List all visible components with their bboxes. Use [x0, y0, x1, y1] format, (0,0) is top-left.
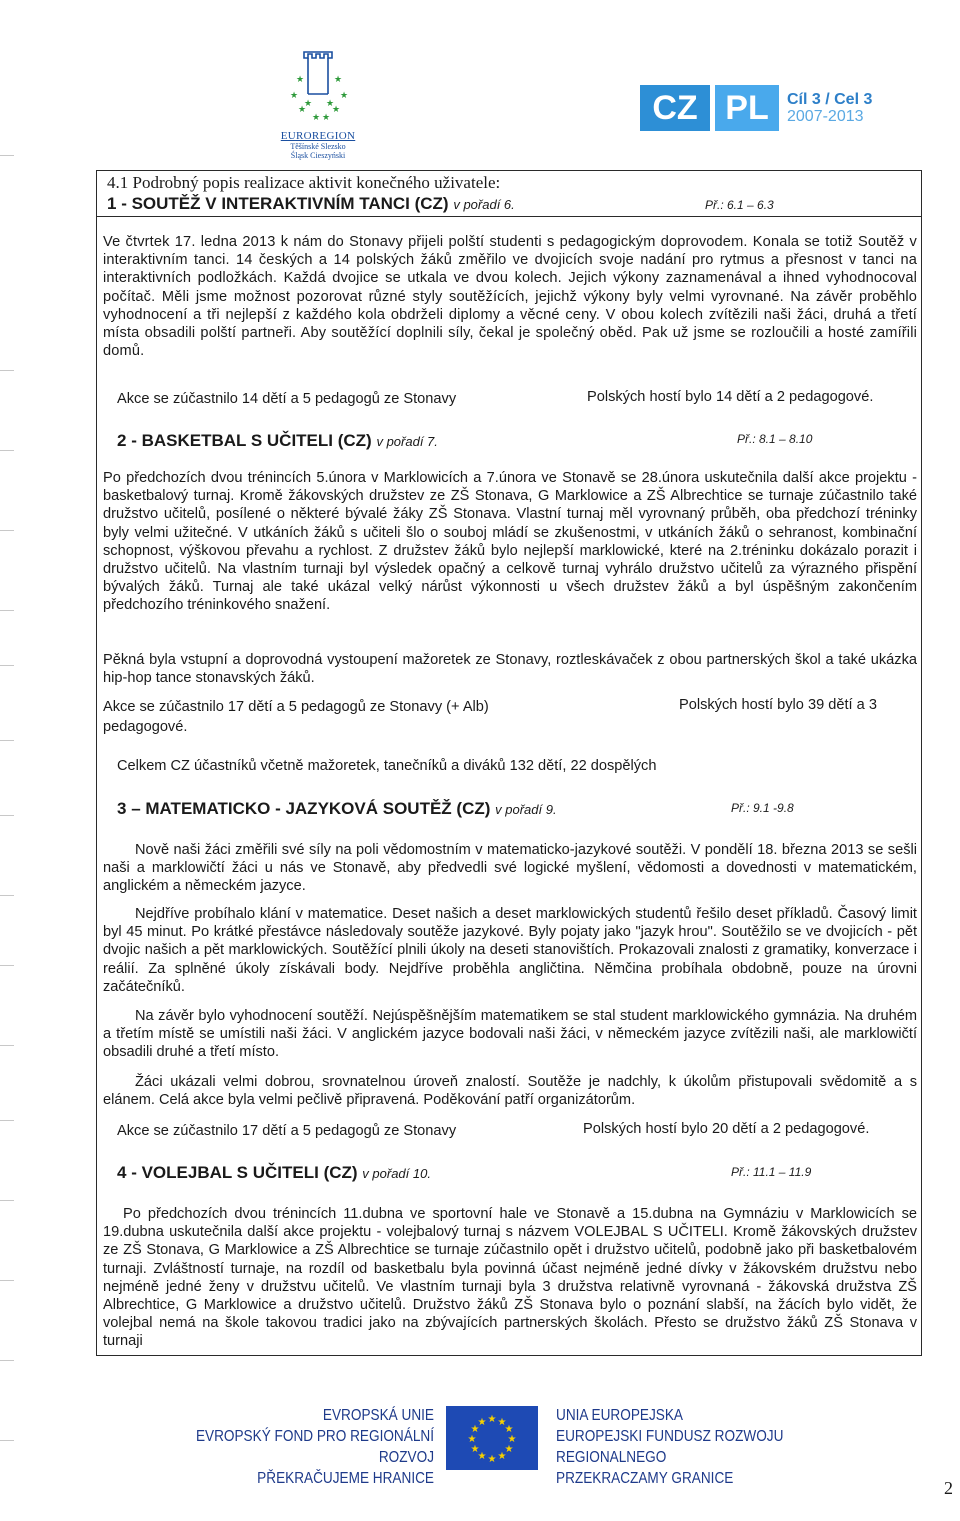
euroregion-sub-cz: Těšínské Slezsko — [290, 142, 346, 151]
section-3-paragraph: Nově naši žáci změřili své síly na poli vědomostním v matematicko-jazykové soutěži. V pondělí 18. března 2013 se sešli naši a marklowičtí žáci u nás ve Stonavě, aby předvedli své logické myšlení, vědomosti a dovednosti v matematickém, anglickém a německém jazyce. — [103, 842, 917, 895]
svg-text:★: ★ — [470, 1424, 480, 1435]
svg-text:★: ★ — [487, 1414, 497, 1425]
section-2-total: Celkem CZ účastníků včetně mažoretek, tanečníků a diváků 132 dětí, 22 dospělých — [117, 758, 657, 774]
svg-text:★: ★ — [507, 1434, 517, 1445]
section-3-paragraph: Na závěr bylo vyhodnocení soutěží. Nejúspěšnějším matematikem se stal student marklowického gymnázia. Na druhém a třetím místě se umístili naši žáci. V anglickém jazyce bodovali naši žáci, v německém jazyce zvítězili naši, ale marklowičtí obsadili druhé a třetí místo. — [103, 1008, 917, 1061]
margin-mark — [0, 740, 14, 741]
eu-stars-icon — [446, 1406, 538, 1470]
margin-mark — [0, 895, 14, 896]
section-2-title-text: - BASKETBAL S UČITELI (CZ) — [131, 431, 372, 450]
section-3-order: v pořadí 9. — [495, 802, 557, 817]
margin-mark — [0, 665, 14, 666]
svg-text:★: ★ — [497, 1417, 507, 1428]
section-3-participants-cz: Akce se zúčastnilo 17 dětí a 5 pedagogů ze Stonavy — [117, 1123, 457, 1139]
section-1-participants-cz: Akce se zúčastnilo 14 dětí a 5 pedagogů ze Stonavy — [117, 391, 457, 407]
section-1-title — [107, 194, 515, 214]
section-3-photo-ref: Př.: 9.1 -9.8 — [731, 801, 794, 815]
section-2-photo-ref: Př.: 8.1 – 8.10 — [737, 432, 813, 446]
section-2-participants-cz: Akce se zúčastnilo 17 dětí a 5 pedagogů ze Stonavy (+ Alb) — [103, 699, 489, 715]
svg-text:★: ★ — [304, 99, 313, 109]
footer-pl-line1: UNIA EUROPEJSKA — [556, 1407, 683, 1424]
czpl-goal: Cíl 3 / Cel 3 — [787, 91, 873, 108]
svg-text:★: ★ — [477, 1451, 487, 1462]
svg-text:★: ★ — [497, 1451, 507, 1462]
czpl-program-logo — [640, 83, 872, 133]
frame-heading-row — [97, 171, 921, 217]
margin-mark — [0, 1280, 14, 1281]
margin-mark — [0, 1360, 14, 1361]
footer-pl-text — [556, 1405, 862, 1489]
margin-mark — [0, 155, 14, 156]
svg-text:★: ★ — [298, 105, 307, 115]
footer-cz-line1: EVROPSKÁ UNIE — [322, 1407, 434, 1424]
svg-text:★: ★ — [504, 1424, 514, 1435]
section-4-photo-ref: Př.: 11.1 – 11.9 — [731, 1165, 812, 1179]
section-4-title — [117, 1163, 431, 1183]
section-1-title-text: - SOUTĚŽ V INTERAKTIVNÍM TANCI (CZ) — [121, 194, 449, 213]
margin-mark — [0, 1440, 14, 1441]
section-3-paragraph: Nejdříve probíhalo klání v matematice. Deset našich a deset marklowických studentů řešilo deset příkladů. Časový limit byl 45 minut. Po krátké přestávce následovaly soutěže jazykové. Byly pojaty jako "jazyk hrou". Soutěžilo se ve dvojicích - pět dvojic našich a pět marklowických. Soutěžící plnili úkoly na deseti stanovištích. Prokazovali znalosti z gramatiky, konverzace i reálií. Za splněné úkoly získávali body. Nejdříve proběhla angličtina. Němčina probíhala obdobně, pouze na úrovni začátečníků. — [103, 906, 917, 995]
section-4-paragraph: Po předchozích dvou trénincích 11.dubna ve sportovní hale ve Stonavě a 15.dubna na Gymnáziu v Marklowicích se 19.dubna uskutečnila další akce projektu - volejbalový turnaj s názvem VOLEJBAL S UČITELI. Kromě žákovských družstev ze ZŠ Stonava, G Marklowice a ZŠ Albrechtice se turnaje zúčastnilo opět i družstvo učitelů, podobně jako při basketbalovém turnaji. Zvláštností turnaje, na rozdíl od basketbalu byla povinná účast nejméně jedné dívky v žákovském družstvu nebo nejméně jedné ženy v družstvu učitelů. Ve vlastním turnaji byla 3 družstva relativně vyrovnaná - žákovská družstva ZŠ Albrechtice, G Marklowice a družstvo učitelů. Družstvo žáků ZŠ Stonava bylo o poznání slabší, na žácích bylo vidět, že volejbal nemá na škole takovou tradici jako na zbývajících partnerských školách. Přesto se družstvo žáků ZŠ Stonava v turnaji — [103, 1206, 917, 1350]
section-2-paragraph: Po předchozích dvou trénincích 5.února v Marklowicích a 7.února ve Stonavě se 28.února uskutečnila další akce projektu - basketbalový turnaj. Kromě žákovských družstev ze ZŠ Stonava, G Marklowice a ZŠ Albrechtice se turnaje zúčastnilo také družstvo učitelů, posílené o některé bývalé žáky ZŠ Stonava. Vlastní turnaj měl vyrovnaný průběh, oba předchozí tréninky byly velmi užitečné. V utkáních žáků s učiteli šlo o souboj mládí se zkušenostmi, v utkáních žáků o sehranost, kombinační schopnost, výškovou převahu a rychlost. Z družstev žáků bylo nejlepší marklowické, které na 2.tréninku dokázalo porazit i družstvo učitelů. Na vlastním turnaji byl výsledek opačný a celkově turnaj vyhrálo družstvo učitelů za výrazného přispění bývalých žáků. Turnaj ale také ukázal velký nárůst výkonnosti u všech družstev žáků a byl úspěšným zakončením předchozího tréninkového snažení. — [103, 470, 917, 614]
section-3-participants-pl: Polských hostí bylo 20 dětí a 2 pedagogové. — [583, 1121, 870, 1137]
margin-mark — [0, 1200, 14, 1201]
svg-text:★: ★ — [504, 1444, 514, 1455]
czpl-goal-text — [787, 91, 872, 125]
svg-text:★: ★ — [296, 75, 305, 85]
svg-text:★: ★ — [487, 1454, 497, 1465]
svg-text:★: ★ — [326, 99, 335, 109]
czpl-cz-box: CZ — [640, 85, 710, 131]
margin-mark — [0, 370, 14, 371]
euroregion-sub-pl: Śląsk Cieszyński — [290, 151, 346, 160]
svg-text:★: ★ — [470, 1444, 480, 1455]
section-3-title — [117, 799, 557, 819]
section-1-number: 1 — [107, 194, 117, 213]
svg-text:★: ★ — [322, 113, 331, 123]
margin-mark — [0, 1045, 14, 1046]
page-number: 2 — [944, 1478, 953, 1498]
czpl-years: 2007-2013 — [787, 108, 864, 125]
section-3-paragraph: Žáci ukázali velmi dobrou, srovnatelnou úroveň znalostí. Soutěže je nadchly, k úkolům přistupovali svědomitě a s elánem. Celá akce byla velmi pečlivě připravená. Poděkování patří organizátorům. — [103, 1074, 917, 1109]
margin-mark — [0, 1120, 14, 1121]
section-1-order: v pořadí 6. — [453, 197, 515, 212]
section-1-paragraph: Ve čtvrtek 17. ledna 2013 k nám do Stonavy přijeli polští studenti s pedagogickým doprovodem. Konala se totiž Soutěž v interaktivním tanci. 14 českých a 14 polských žáků změřilo ve dvojicích svoje nadání pro rytmus a přesnost v tanci na interaktivních podložkách. Každá dvojice se utkala ve dvou kolech. Jejich výkony zaznamenával a ihned vyhodnocoval počítač. Měli jsme možnost pozorovat různé styly soutěžících, jejichž výkony byly velmi vyrovnané. Na závěr proběhlo vyhodnocení a tři nejlepší z každého kola obdrželi diplomy a věcné ceny. V obou kolech zvítězili naši žáci, druhá a třetí místa obsadili polští partneři. Aby soutěžící doplnili síly, čekal je společný oběd. Pak už jsme se rozloučili a hosté zamířili domů. — [103, 234, 917, 360]
svg-text:★: ★ — [467, 1434, 477, 1445]
section-2-participants-pl-b: pedagogové. — [103, 719, 188, 735]
section-2-title — [117, 431, 438, 451]
svg-text:★: ★ — [340, 91, 349, 101]
footer-cz-text — [174, 1405, 434, 1489]
section-4-title-text: - VOLEJBAL S UČITELI (CZ) — [131, 1163, 358, 1182]
margin-mark — [0, 530, 14, 531]
section-4-number: 4 — [117, 1163, 127, 1182]
section-2-paragraph: Pěkná byla vstupní a doprovodná vystoupení mažoretek ze Stonavy, roztleskávaček z obou partnerských škol a také ukázka hip-hop tance stonavských žáků. — [103, 652, 917, 687]
section-2-participants-pl-a: Polských hostí bylo 39 dětí a 3 — [679, 697, 877, 713]
section-2-number: 2 — [117, 431, 127, 450]
czpl-pl-box: PL — [715, 85, 779, 131]
euroregion-tower-icon — [282, 48, 354, 128]
section-1-participants-pl: Polských hostí bylo 14 dětí a 2 pedagogové. — [587, 389, 874, 405]
euroregion-logo — [268, 48, 368, 160]
section-1-photo-ref: Př.: 6.1 – 6.3 — [705, 198, 774, 212]
footer-pl-line3: PRZEKRACZAMY GRANICE — [556, 1470, 734, 1487]
svg-text:★: ★ — [332, 105, 341, 115]
footer-cz-line2: EVROPSKÝ FOND PRO REGIONÁLNÍ ROZVOJ — [195, 1428, 434, 1466]
section-3-number: 3 — [117, 799, 127, 818]
margin-mark — [0, 450, 14, 451]
footer-pl-line2: EUROPEJSKI FUNDUSZ ROZWOJU REGIONALNEGO — [556, 1428, 784, 1466]
section-3-title-text: – MATEMATICKO - JAZYKOVÁ SOUTĚŽ (CZ) — [131, 799, 491, 818]
svg-text:★: ★ — [334, 75, 343, 85]
eu-flag-icon — [446, 1406, 538, 1470]
section-2-order: v pořadí 7. — [376, 434, 438, 449]
margin-mark — [0, 610, 14, 611]
footer-cz-line3: PŘEKRAČUJEME HRANICE — [257, 1470, 434, 1487]
svg-text:★: ★ — [290, 91, 299, 101]
section-4-order: v pořadí 10. — [362, 1166, 431, 1181]
svg-text:★: ★ — [312, 113, 321, 123]
section-intro: 4.1 Podrobný popis realizace aktivit konečného uživatele: — [107, 173, 501, 192]
margin-mark — [0, 815, 14, 816]
euroregion-name: EUROREGION — [280, 130, 356, 142]
svg-text:★: ★ — [477, 1417, 487, 1428]
margin-mark — [0, 965, 14, 966]
report-frame — [96, 170, 922, 1356]
